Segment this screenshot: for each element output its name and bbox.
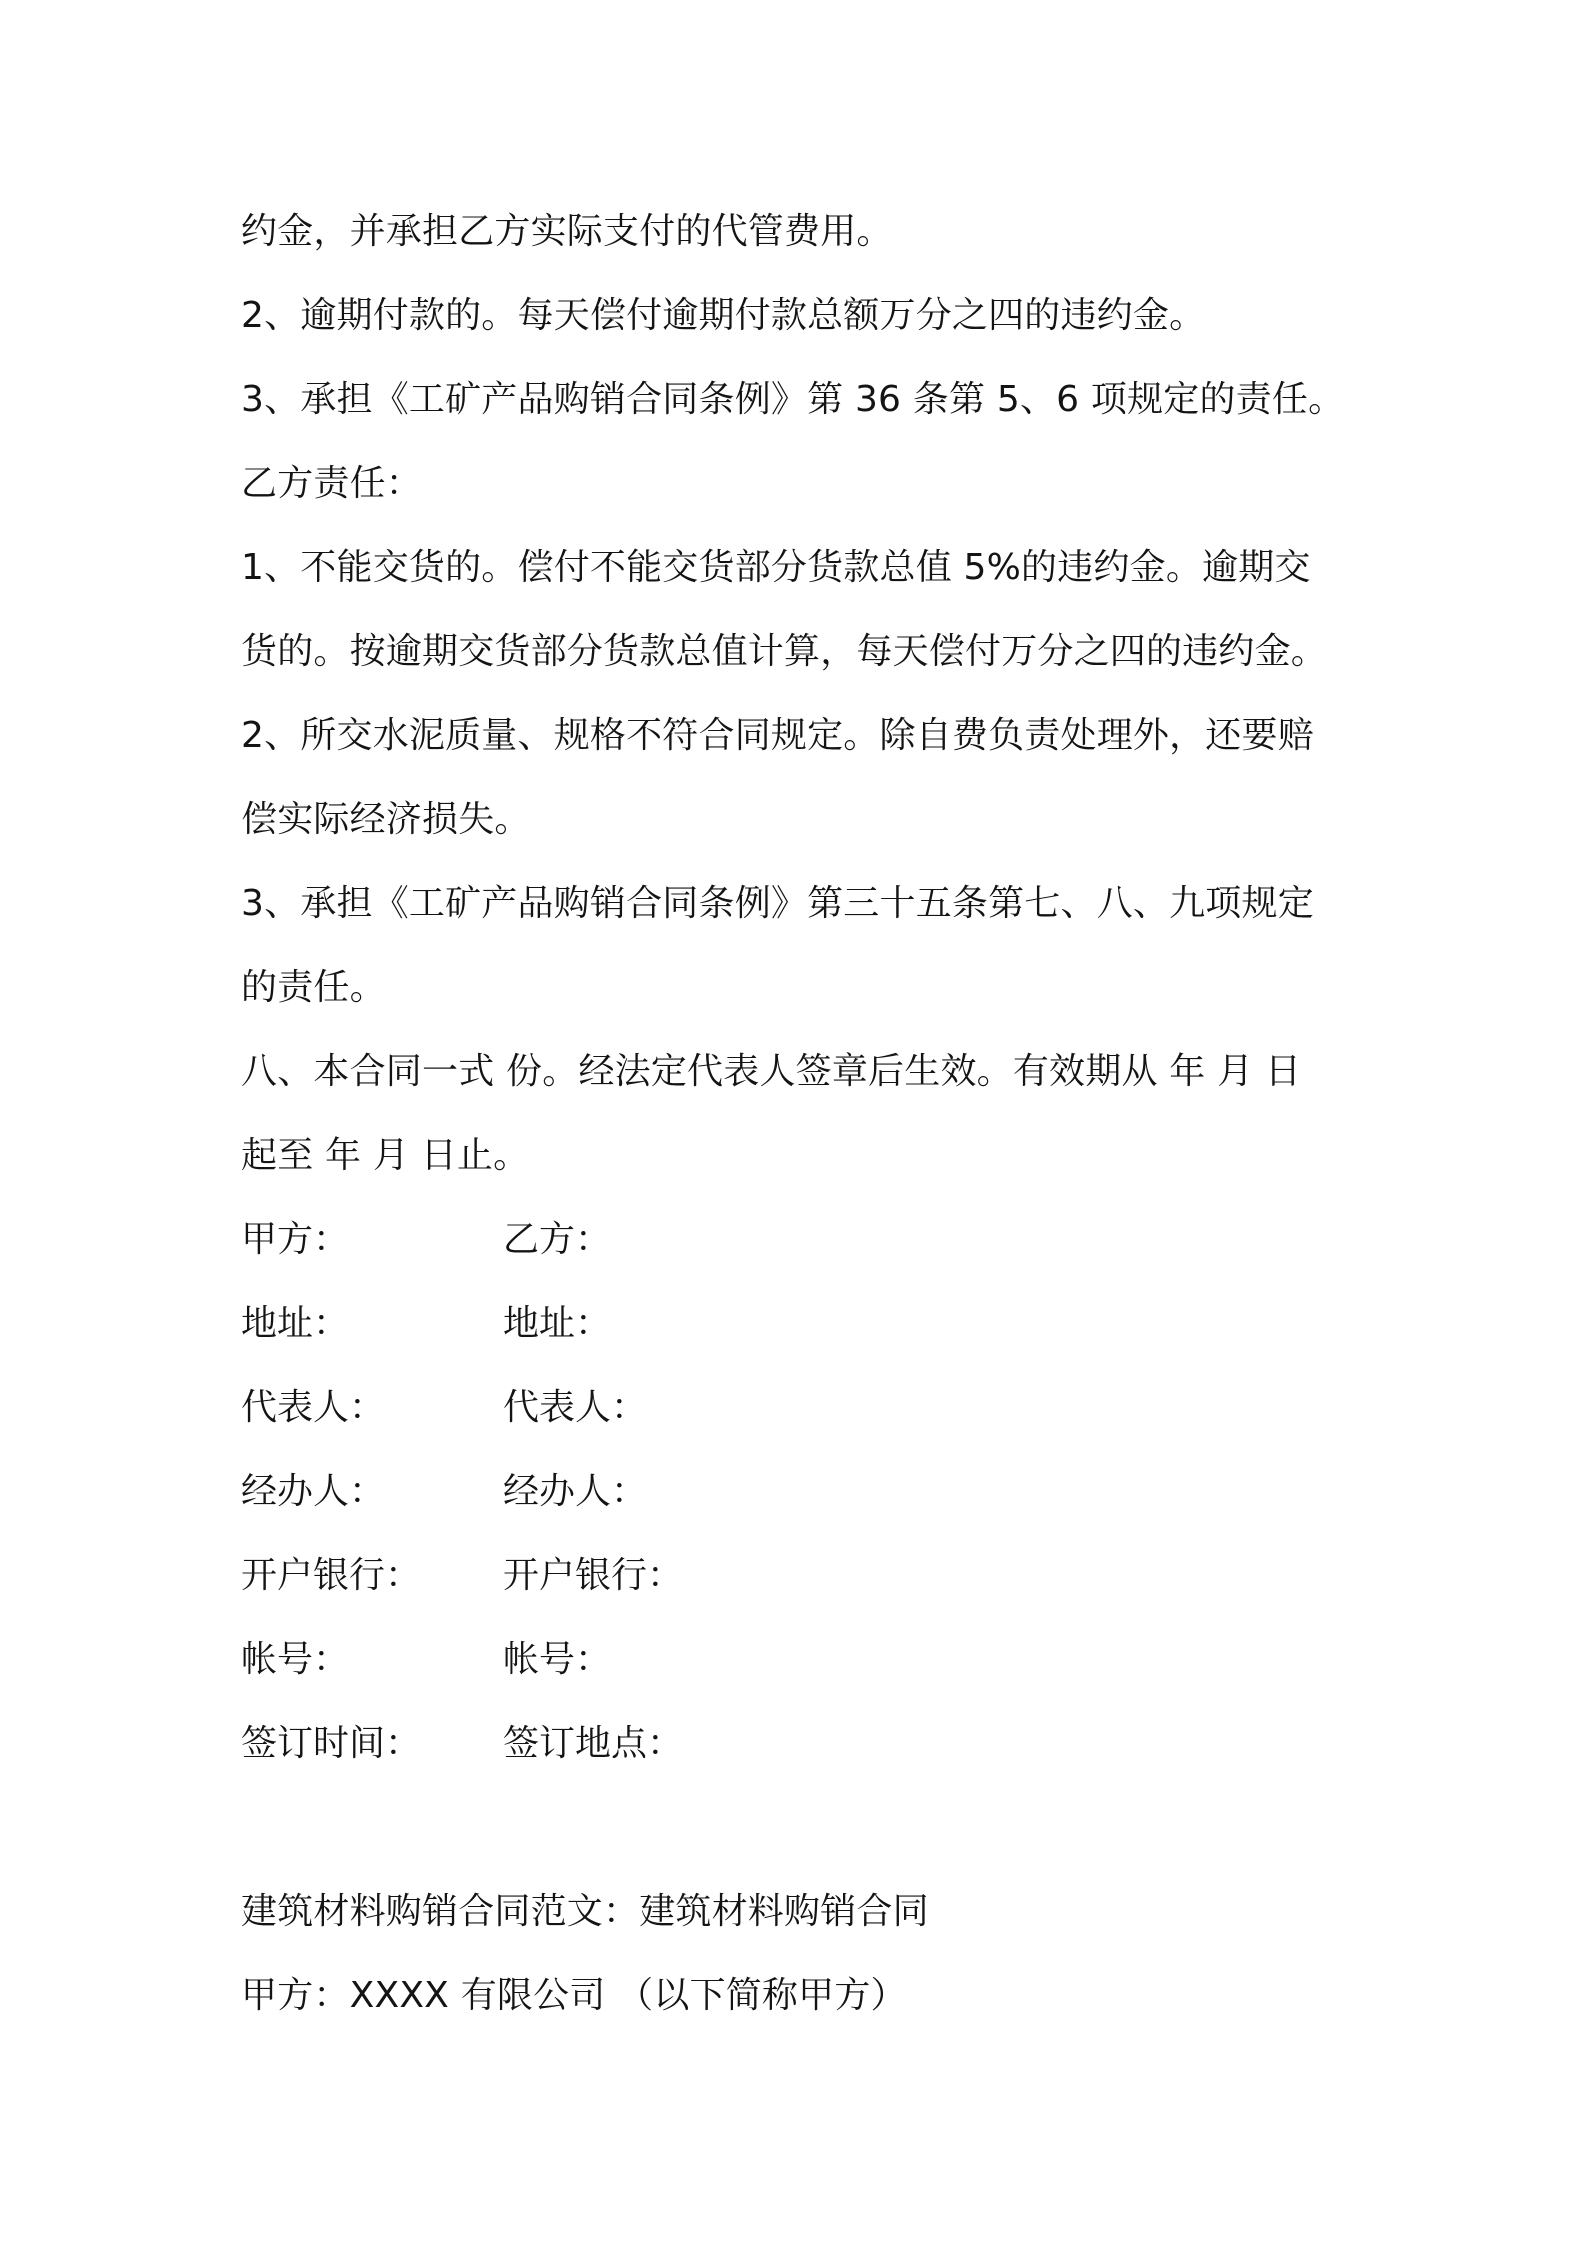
signature-row-bank — [241, 1534, 1361, 1618]
signature-row-account — [241, 1618, 1361, 1702]
party-a-representative-label: 代表人： — [241, 1387, 386, 1428]
signing-time-label: 签订时间： — [241, 1723, 422, 1764]
party-a-address-label: 地址： — [241, 1303, 350, 1344]
signature-row-signing — [241, 1702, 1361, 1786]
text-line: 2、所交水泥质量、规格不符合同规定。除自费负责处理外，还要赔 — [241, 715, 1314, 756]
party-b-representative-label: 代表人： — [503, 1387, 648, 1428]
text-line: 八、本合同一式 份。经法定代表人签章后生效。有效期从 年 月 日 — [241, 1051, 1302, 1092]
signature-row-address — [241, 1282, 1361, 1366]
party-a-handler-label: 经办人： — [241, 1471, 386, 1512]
text-line: 2、逾期付款的。每天偿付逾期付款总额万分之四的违约金。 — [241, 295, 1206, 336]
party-b-bank-label: 开户银行： — [503, 1555, 684, 1596]
signature-row-representative — [241, 1366, 1361, 1450]
text-line: 3、承担《工矿产品购销合同条例》第 36 条第 5、6 项规定的责任。 — [241, 379, 1345, 420]
section-heading: 乙方责任： — [241, 463, 423, 504]
text-line: 1、不能交货的。偿付不能交货部分货款总值 5%的违约金。逾期交 — [241, 547, 1311, 588]
signature-row-party — [241, 1198, 1361, 1282]
party-b-account-label: 帐号： — [503, 1639, 612, 1680]
text-line: 的责任。 — [241, 967, 386, 1008]
text-line: 货的。按逾期交货部分货款总值计算，每天偿付万分之四的违约金。 — [241, 631, 1328, 672]
text-line: 3、承担《工矿产品购销合同条例》第三十五条第七、八、九项规定 — [241, 883, 1314, 924]
party-a-label: 甲方： — [241, 1219, 350, 1260]
document-body — [241, 190, 1361, 2038]
signature-row-handler — [241, 1450, 1361, 1534]
party-a-intro-line: 甲方：XXXX 有限公司 （以下简称甲方） — [241, 1975, 907, 2016]
signing-place-label: 签订地点： — [503, 1723, 684, 1764]
text-line: 偿实际经济损失。 — [241, 799, 531, 840]
party-b-handler-label: 经办人： — [503, 1471, 648, 1512]
party-a-bank-label: 开户银行： — [241, 1555, 422, 1596]
party-b-address-label: 地址： — [503, 1303, 612, 1344]
blank-line — [241, 1786, 1361, 1870]
contract-title-line: 建筑材料购销合同范文：建筑材料购销合同 — [241, 1891, 929, 1932]
party-a-account-label: 帐号： — [241, 1639, 350, 1680]
text-line: 起至 年 月 日止。 — [241, 1135, 530, 1176]
text-line: 约金，并承担乙方实际支付的代管费用。 — [241, 211, 893, 252]
party-b-label: 乙方： — [503, 1219, 612, 1260]
